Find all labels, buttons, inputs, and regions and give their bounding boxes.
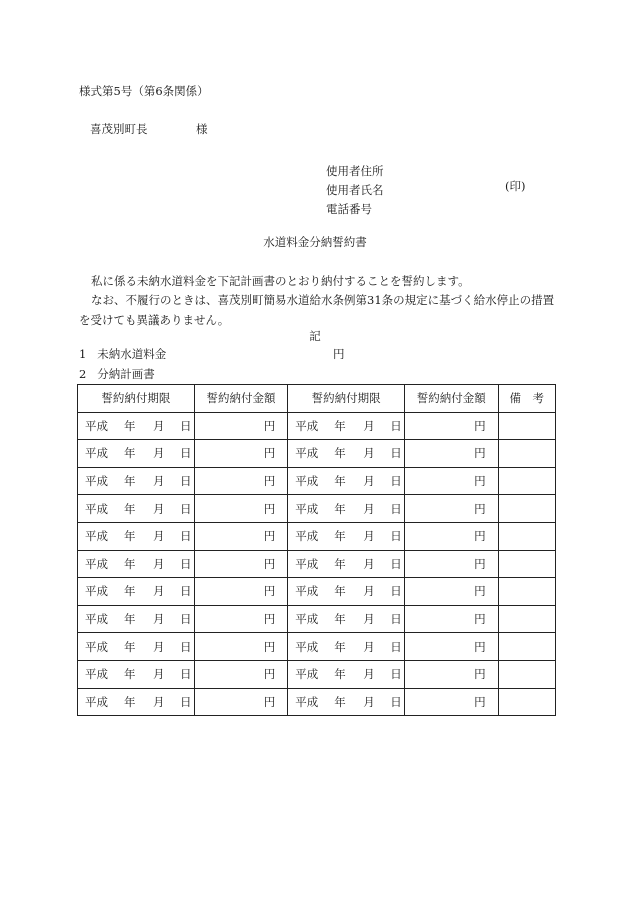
amount-cell-1[interactable] [194, 660, 288, 688]
table-row [78, 633, 556, 661]
date-month-label: 月 [153, 694, 165, 709]
header-due-date-2: 誓約納付期限 [288, 385, 405, 413]
date-month-label: 月 [153, 612, 165, 627]
due-date-cell-2[interactable] [288, 440, 405, 468]
date-day-label: 日 [180, 474, 192, 489]
amount-unit: 円 [263, 446, 276, 461]
table-row [78, 660, 556, 688]
date-day-label: 日 [180, 639, 192, 654]
addressee-name: 喜茂別町長 [90, 122, 148, 136]
amount-unit: 円 [474, 556, 486, 571]
date-year-label: 年 [124, 584, 136, 599]
remarks-cell[interactable] [498, 412, 555, 440]
date-year-label: 年 [124, 529, 136, 544]
date-month-label: 月 [153, 474, 165, 489]
due-date-cell-1[interactable] [78, 522, 195, 550]
sender-address-label: 使用者住所 [326, 164, 384, 178]
due-date-cell-2[interactable] [288, 550, 405, 578]
date-day-label: 日 [390, 639, 402, 654]
date-year-label: 年 [124, 694, 136, 709]
due-date-cell-2[interactable] [288, 633, 405, 661]
date-year-label: 年 [124, 612, 136, 627]
date-era-label: 平成 [85, 556, 108, 571]
date-era-label: 平成 [85, 612, 108, 627]
amount-cell-1[interactable] [194, 550, 288, 578]
remarks-cell[interactable] [498, 522, 555, 550]
table-row [78, 440, 556, 468]
due-date-cell-1[interactable] [78, 495, 195, 523]
header-remarks: 備 考 [498, 385, 555, 413]
date-year-label: 年 [334, 667, 346, 682]
due-date-cell-2[interactable] [288, 467, 405, 495]
sender-block [326, 162, 384, 219]
table-row [78, 495, 556, 523]
amount-unit: 円 [474, 584, 486, 599]
date-era-label: 平成 [295, 556, 319, 571]
date-year-label: 年 [334, 639, 346, 654]
date-year-label: 年 [334, 612, 346, 627]
amount-cell-1[interactable] [194, 522, 288, 550]
remarks-cell[interactable] [498, 495, 555, 523]
amount-cell-1[interactable] [194, 412, 288, 440]
sender-name-label: 使用者氏名 [326, 183, 384, 197]
due-date-cell-1[interactable] [78, 578, 195, 606]
date-era-label: 平成 [295, 694, 319, 709]
date-month-label: 月 [153, 584, 165, 599]
date-year-label: 年 [334, 501, 346, 516]
due-date-cell-1[interactable] [78, 467, 195, 495]
amount-unit: 円 [263, 612, 276, 627]
header-due-date-1: 誓約納付期限 [78, 385, 195, 413]
date-month-label: 月 [153, 446, 165, 461]
remarks-cell[interactable] [498, 467, 555, 495]
amount-cell-2[interactable] [405, 550, 499, 578]
date-year-label: 年 [334, 584, 346, 599]
date-day-label: 日 [390, 584, 402, 599]
date-year-label: 年 [124, 418, 136, 433]
date-day-label: 日 [180, 612, 192, 627]
date-year-label: 年 [334, 694, 346, 709]
date-month-label: 月 [363, 446, 375, 461]
amount-unit: 円 [474, 446, 486, 461]
sender-phone-label: 電話番号 [326, 202, 372, 216]
date-day-label: 日 [390, 529, 402, 544]
date-era-label: 平成 [295, 612, 319, 627]
amount-cell-2[interactable] [405, 605, 499, 633]
date-day-label: 日 [390, 446, 402, 461]
amount-unit: 円 [474, 418, 486, 433]
header-amount-2: 誓約納付金額 [405, 385, 499, 413]
due-date-cell-2[interactable] [288, 522, 405, 550]
plan-item [79, 369, 155, 381]
amount-cell-2[interactable] [405, 660, 499, 688]
date-day-label: 日 [390, 501, 402, 516]
amount-cell-2[interactable] [405, 522, 499, 550]
date-day-label: 日 [180, 418, 192, 433]
date-year-label: 年 [124, 667, 136, 682]
date-year-label: 年 [334, 556, 346, 571]
amount-unit: 円 [474, 474, 486, 489]
due-date-cell-2[interactable] [288, 412, 405, 440]
date-month-label: 月 [363, 501, 375, 516]
date-day-label: 日 [180, 446, 192, 461]
date-era-label: 平成 [295, 501, 319, 516]
item2-label: 分納計画書 [97, 367, 155, 381]
remarks-cell[interactable] [498, 550, 555, 578]
date-era-label: 平成 [295, 639, 319, 654]
date-month-label: 月 [153, 501, 165, 516]
table-row [78, 467, 556, 495]
date-era-label: 平成 [295, 446, 319, 461]
date-year-label: 年 [334, 446, 346, 461]
date-era-label: 平成 [85, 501, 108, 516]
amount-unit: 円 [474, 612, 486, 627]
date-day-label: 日 [390, 694, 402, 709]
document-title: 水道料金分納誓約書 [263, 235, 367, 249]
table-row [78, 550, 556, 578]
due-date-cell-1[interactable] [78, 412, 195, 440]
date-month-label: 月 [363, 612, 375, 627]
addressee [90, 122, 208, 136]
amount-cell-2[interactable] [405, 440, 499, 468]
date-month-label: 月 [363, 529, 375, 544]
addressee-honorific: 様 [196, 122, 208, 136]
remarks-cell[interactable] [498, 633, 555, 661]
date-month-label: 月 [363, 584, 375, 599]
amount-cell-1[interactable] [194, 605, 288, 633]
date-era-label: 平成 [85, 584, 108, 599]
item1-label: 未納水道料金 [97, 347, 167, 361]
amount-unit: 円 [474, 639, 486, 654]
remarks-cell[interactable] [498, 660, 555, 688]
amount-unit: 円 [263, 694, 276, 709]
due-date-cell-2[interactable] [288, 495, 405, 523]
amount-unit: 円 [263, 529, 276, 544]
date-era-label: 平成 [295, 667, 319, 682]
date-month-label: 月 [363, 639, 375, 654]
date-month-label: 月 [363, 694, 375, 709]
amount-cell-1[interactable] [194, 633, 288, 661]
table-header-row [78, 385, 556, 413]
due-date-cell-2[interactable] [288, 688, 405, 716]
date-month-label: 月 [153, 556, 165, 571]
table-body [78, 412, 556, 716]
amount-unit: 円 [474, 529, 486, 544]
amount-cell-2[interactable] [405, 578, 499, 606]
date-month-label: 月 [153, 667, 165, 682]
due-date-cell-1[interactable] [78, 688, 195, 716]
item2-number: 2 [79, 367, 87, 381]
amount-cell-2[interactable] [405, 633, 499, 661]
due-date-cell-2[interactable] [288, 605, 405, 633]
date-era-label: 平成 [295, 474, 319, 489]
date-year-label: 年 [124, 639, 136, 654]
date-day-label: 日 [390, 556, 402, 571]
due-date-cell-1[interactable] [78, 660, 195, 688]
remarks-cell[interactable] [498, 688, 555, 716]
date-month-label: 月 [153, 529, 165, 544]
date-era-label: 平成 [85, 667, 108, 682]
date-day-label: 日 [390, 474, 402, 489]
date-year-label: 年 [124, 474, 136, 489]
form-number: 様式第5号（第6条関係） [79, 84, 209, 98]
remarks-cell[interactable] [498, 440, 555, 468]
pledge-paragraph-2: なお、不履行のときは、喜茂別町簡易水道給水条例第31条の規定に基づく給水停止の措置を受けても異議ありません。 [79, 293, 555, 327]
date-day-label: 日 [390, 418, 402, 433]
amount-unit: 円 [263, 501, 276, 516]
remarks-cell[interactable] [498, 605, 555, 633]
date-era-label: 平成 [85, 529, 108, 544]
date-era-label: 平成 [85, 446, 108, 461]
amount-cell-1[interactable] [194, 467, 288, 495]
table-row [78, 522, 556, 550]
table-row [78, 605, 556, 633]
item1-number: 1 [79, 347, 87, 361]
due-date-cell-2[interactable] [288, 660, 405, 688]
unpaid-fee-item [79, 347, 345, 361]
amount-unit: 円 [263, 667, 276, 682]
date-era-label: 平成 [85, 474, 108, 489]
due-date-cell-1[interactable] [78, 440, 195, 468]
item1-unit: 円 [333, 347, 345, 361]
date-era-label: 平成 [85, 694, 108, 709]
date-month-label: 月 [363, 418, 375, 433]
amount-unit: 円 [474, 694, 486, 709]
due-date-cell-2[interactable] [288, 578, 405, 606]
amount-cell-1[interactable] [194, 688, 288, 716]
amount-cell-1[interactable] [194, 495, 288, 523]
date-year-label: 年 [334, 418, 346, 433]
date-year-label: 年 [124, 446, 136, 461]
amount-unit: 円 [474, 501, 486, 516]
amount-unit: 円 [263, 639, 276, 654]
date-day-label: 日 [180, 694, 192, 709]
date-day-label: 日 [390, 612, 402, 627]
date-day-label: 日 [180, 584, 192, 599]
due-date-cell-1[interactable] [78, 550, 195, 578]
remarks-cell[interactable] [498, 578, 555, 606]
date-era-label: 平成 [295, 529, 319, 544]
seal-mark: (印) [505, 179, 526, 193]
date-month-label: 月 [153, 639, 165, 654]
date-day-label: 日 [180, 529, 192, 544]
date-era-label: 平成 [295, 418, 319, 433]
date-day-label: 日 [180, 501, 192, 516]
date-month-label: 月 [363, 556, 375, 571]
amount-cell-2[interactable] [405, 412, 499, 440]
amount-cell-1[interactable] [194, 440, 288, 468]
date-era-label: 平成 [295, 584, 319, 599]
due-date-cell-1[interactable] [78, 605, 195, 633]
installment-plan-table [77, 384, 556, 716]
pledge-paragraph-1: 私に係る未納水道料金を下記計画書のとおり納付することを誓約します。 [91, 274, 470, 288]
date-era-label: 平成 [85, 418, 108, 433]
amount-cell-2[interactable] [405, 495, 499, 523]
date-year-label: 年 [124, 556, 136, 571]
date-year-label: 年 [334, 474, 346, 489]
table-row [78, 412, 556, 440]
date-month-label: 月 [153, 418, 165, 433]
date-era-label: 平成 [85, 639, 108, 654]
date-month-label: 月 [363, 667, 375, 682]
date-year-label: 年 [334, 529, 346, 544]
date-day-label: 日 [180, 556, 192, 571]
amount-unit: 円 [263, 418, 276, 433]
date-day-label: 日 [390, 667, 402, 682]
amount-unit: 円 [263, 556, 276, 571]
due-date-cell-1[interactable] [78, 633, 195, 661]
header-amount-1: 誓約納付金額 [194, 385, 288, 413]
amount-cell-2[interactable] [405, 467, 499, 495]
amount-cell-1[interactable] [194, 578, 288, 606]
amount-unit: 円 [263, 474, 276, 489]
date-day-label: 日 [180, 667, 192, 682]
amount-cell-2[interactable] [405, 688, 499, 716]
date-month-label: 月 [363, 474, 375, 489]
date-year-label: 年 [124, 501, 136, 516]
amount-unit: 円 [474, 667, 486, 682]
table-row [78, 578, 556, 606]
table-row [78, 688, 556, 716]
ki-heading: 記 [309, 329, 321, 343]
amount-unit: 円 [263, 584, 276, 599]
